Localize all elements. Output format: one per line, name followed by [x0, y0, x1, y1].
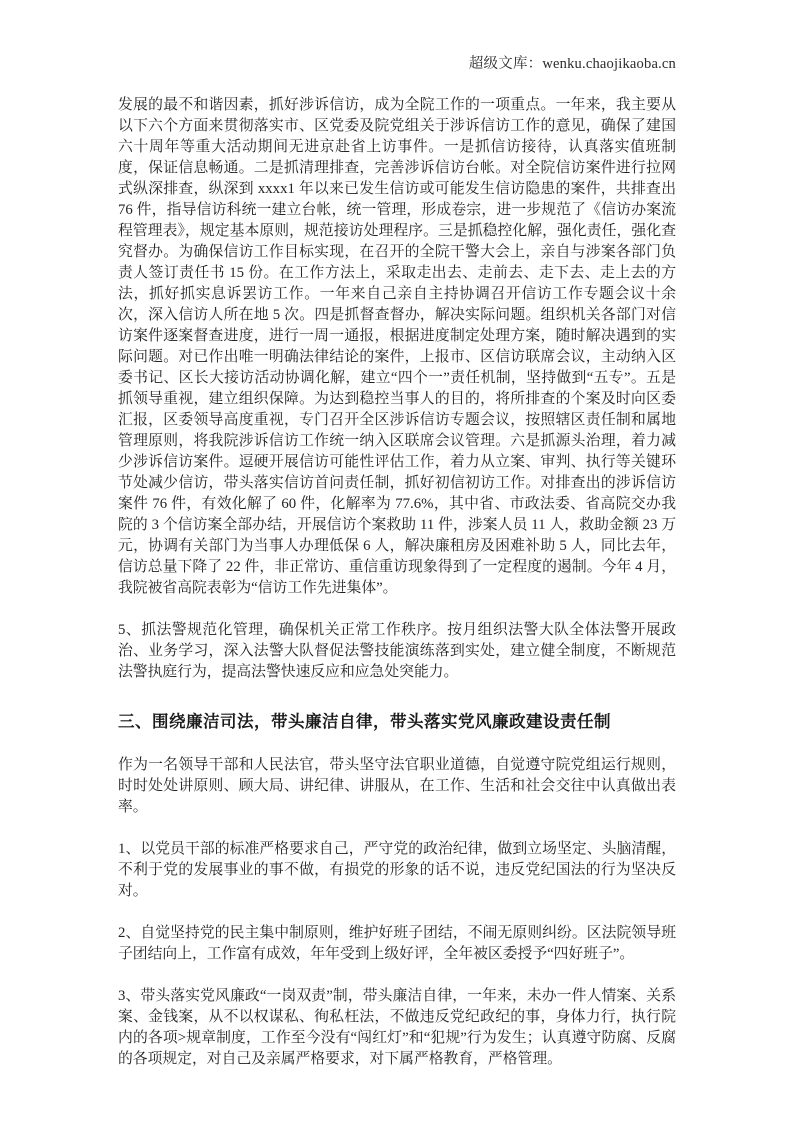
document-content: [118, 95, 676, 1091]
paragraph-item-2-democratic-centralism: 2、自觉坚持党的民主集中制原则，维护好班子团结，不闹无原则纠纷。区法院领导班子团结向上，工作富有成效，年年受到上级好评，全年被区委授予“四好班子”。: [118, 925, 676, 962]
section-heading-integrity: 三、围绕廉洁司法，带头廉洁自律，带头落实党风廉政建设责任制: [118, 713, 611, 731]
watermark-site-label: 超级文库：wenku.chaojikaoba.cn: [468, 56, 676, 72]
paragraph-petition-work-summary: 发展的最不和谐因素，抓好涉诉信访，成为全院工作的一项重点。一年来，我主要从以下六个方面来贯彻落实市、区党委及院党组关于涉诉信访工作的意见，确保了建国六十周年等重大活动期间无进京赴省上访事件。一是抓信访接待，认真落实值班制度，保证信息畅通。二是抓清理排查，完善涉诉信访台帐。对全院信访案件进行拉网式纵深排查，纵深到 xxxx1 年以来已发生信访或可能发生信访隐患的案件，共排查出 76 件，指导信访科统一建立台帐，统一管理，形成卷宗，进一步规范了《信访办案流程管理表》，规定基本原则，规范接访处理程序。三是抓稳控化解，强化责任，强化查究督办。为确保信访工作目标实现，在召开的全院干警大会上，亲自与涉案各部门负责人签订责任书 15 份。在工作方法上，采取走出去、走前去、走下去、走上去的方法，抓好抓实息诉罢访工作。一年来自己亲自主持协调召开信访工作专题会议十余次，深入信访人所在地 5 次。四是抓督查督办，解决实际问题。组织机关各部门对信访案件逐案督查进度，进行一周一通报，根据进度制定处理方案，随时解决遇到的实际问题。对已作出唯一明确法律结论的案件，上报市、区信访联席会议，主动纳入区委书记、区长大接访活动协调化解，建立“四个一”责任机制，坚持做到“五专”。五是抓领导重视，建立组织保障。为达到稳控当事人的目的，将所排查的个案及时向区委汇报，区委领导高度重视，专门召开全区涉诉信访专题会议，按照辖区责任制和属地管理原则，将我院涉诉信访工作统一纳入区联席会议管理。六是抓源头治理，着力减少涉诉信访案件。逗硬开展信访可能性评估工作，着力从立案、审判、执行等关键环节处减少信访，带头落实信访首问责任制，抓好初信初访工作。对排查出的涉诉信访案件 76 件，有效化解了 60 件，化解率为 77.6%，其中省、市政法委、省高院交办我院的 3 个信访案全部办结，开展信访个案救助 11 件，涉案人员 11 人，救助金额 23 万元，协调有关部门为当事人办理低保 6 人，解决廉租房及困难补助 5 人，同比去年，信访总量下降了 22 件，非正常访、重信重访现象得到了一定程度的遏制。今年 4 月，我院被省高院表彰为“信访工作先进集体”。: [118, 97, 676, 596]
paragraph-integrity-intro: 作为一名领导干部和人民法官，带头坚守法官职业道德，自觉遵守院党组运行规则，时时处处讲原则、顾大局、讲纪律、讲服从，在工作、生活和社会交往中认真做出表率。: [118, 757, 676, 815]
paragraph-item-1-discipline: 1、以党员干部的标准严格要求自己，严守党的政治纪律，做到立场坚定、头脑清醒，不利于党的发展事业的事不做，有损党的形象的话不说，违反党纪国法的行为坚决反对。: [118, 841, 676, 899]
paragraph-item-3-clean-governance: 3、带头落实党风廉政“一岗双责”制，带头廉洁自律，一年来，未办一件人情案、关系案、金钱案，从不以权谋私、徇私枉法，不做违反党纪政纪的事，身体力行，执行院内的各项>规章制度，工作至今没有“闯红灯”和“犯规”行为发生；认真遵守防腐、反腐的各项规定，对自己及亲属严格要求，对下属严格教育，严格管理。: [118, 988, 676, 1067]
paragraph-bailiff-management: 5、抓法警规范化管理，确保机关正常工作秩序。按月组织法警大队全体法警开展政治、业务学习，深入法警大队督促法警技能演练落到实处，建立健全制度，不断规范法警执庭行为，提高法警快速反应和应急处突能力。: [118, 622, 676, 680]
